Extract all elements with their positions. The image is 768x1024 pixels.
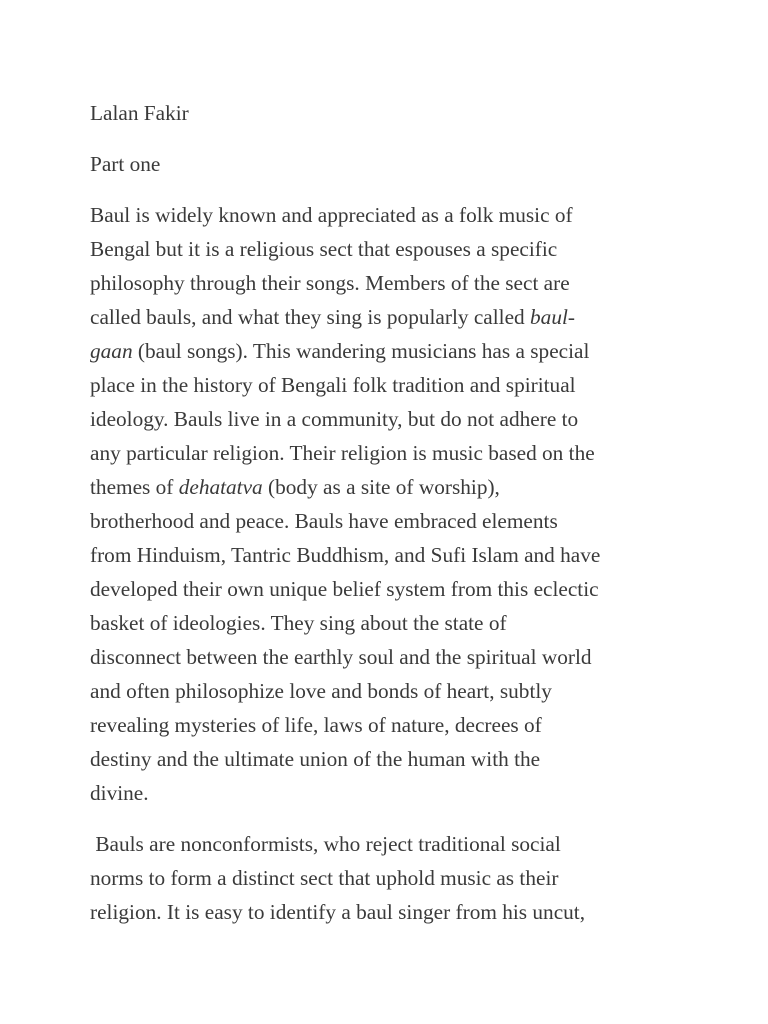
section-heading: Part one	[90, 152, 161, 176]
text-segment: themes of	[90, 475, 179, 499]
text-line: religion. It is easy to identify a baul singer from his uncut,	[90, 900, 586, 924]
text-line	[90, 334, 690, 368]
text-line: divine.	[90, 781, 149, 805]
text-line	[90, 300, 690, 334]
text-line: place in the history of Bengali folk tradition and spiritual	[90, 373, 576, 397]
text-line: from Hinduism, Tantric Buddhism, and Sufi Islam and have	[90, 543, 601, 567]
text-line: disconnect between the earthly soul and the spiritual world	[90, 645, 592, 669]
text-line: revealing mysteries of life, laws of nature, decrees of	[90, 713, 542, 737]
text-line: basket of ideologies. They sing about the state of	[90, 611, 507, 635]
text-segment: (baul songs). This wandering musicians has a special	[132, 339, 590, 363]
text-line	[90, 470, 690, 504]
text-segment: called bauls, and what they sing is popularly called	[90, 305, 531, 329]
text-line: Bauls are nonconformists, who reject traditional social	[90, 832, 561, 856]
text-segment: (body as a site of worship),	[262, 475, 500, 499]
text-line: Bengal but it is a religious sect that espouses a specific	[90, 237, 558, 261]
text-line: developed their own unique belief system from this eclectic	[90, 577, 599, 601]
document-title: Lalan Fakir	[90, 101, 189, 125]
text-line: Baul is widely known and appreciated as a folk music of	[90, 203, 573, 227]
text-line: brotherhood and peace. Bauls have embraced elements	[90, 509, 558, 533]
text-line: destiny and the ultimate union of the human with the	[90, 747, 541, 771]
text-line: and often philosophize love and bonds of heart, subtly	[90, 679, 552, 703]
paragraph-2	[90, 827, 690, 929]
italic-term: baul-	[530, 305, 575, 329]
italic-term: gaan	[90, 339, 133, 363]
paragraph-1	[90, 198, 690, 810]
text-line: ideology. Bauls live in a community, but do not adhere to	[90, 407, 579, 431]
text-line: any particular religion. Their religion is music based on the	[90, 441, 595, 465]
document-body	[90, 96, 690, 946]
text-line: norms to form a distinct sect that uphold music as their	[90, 866, 559, 890]
italic-term: dehatatva	[178, 475, 263, 499]
text-line: philosophy through their songs. Members of the sect are	[90, 271, 570, 295]
